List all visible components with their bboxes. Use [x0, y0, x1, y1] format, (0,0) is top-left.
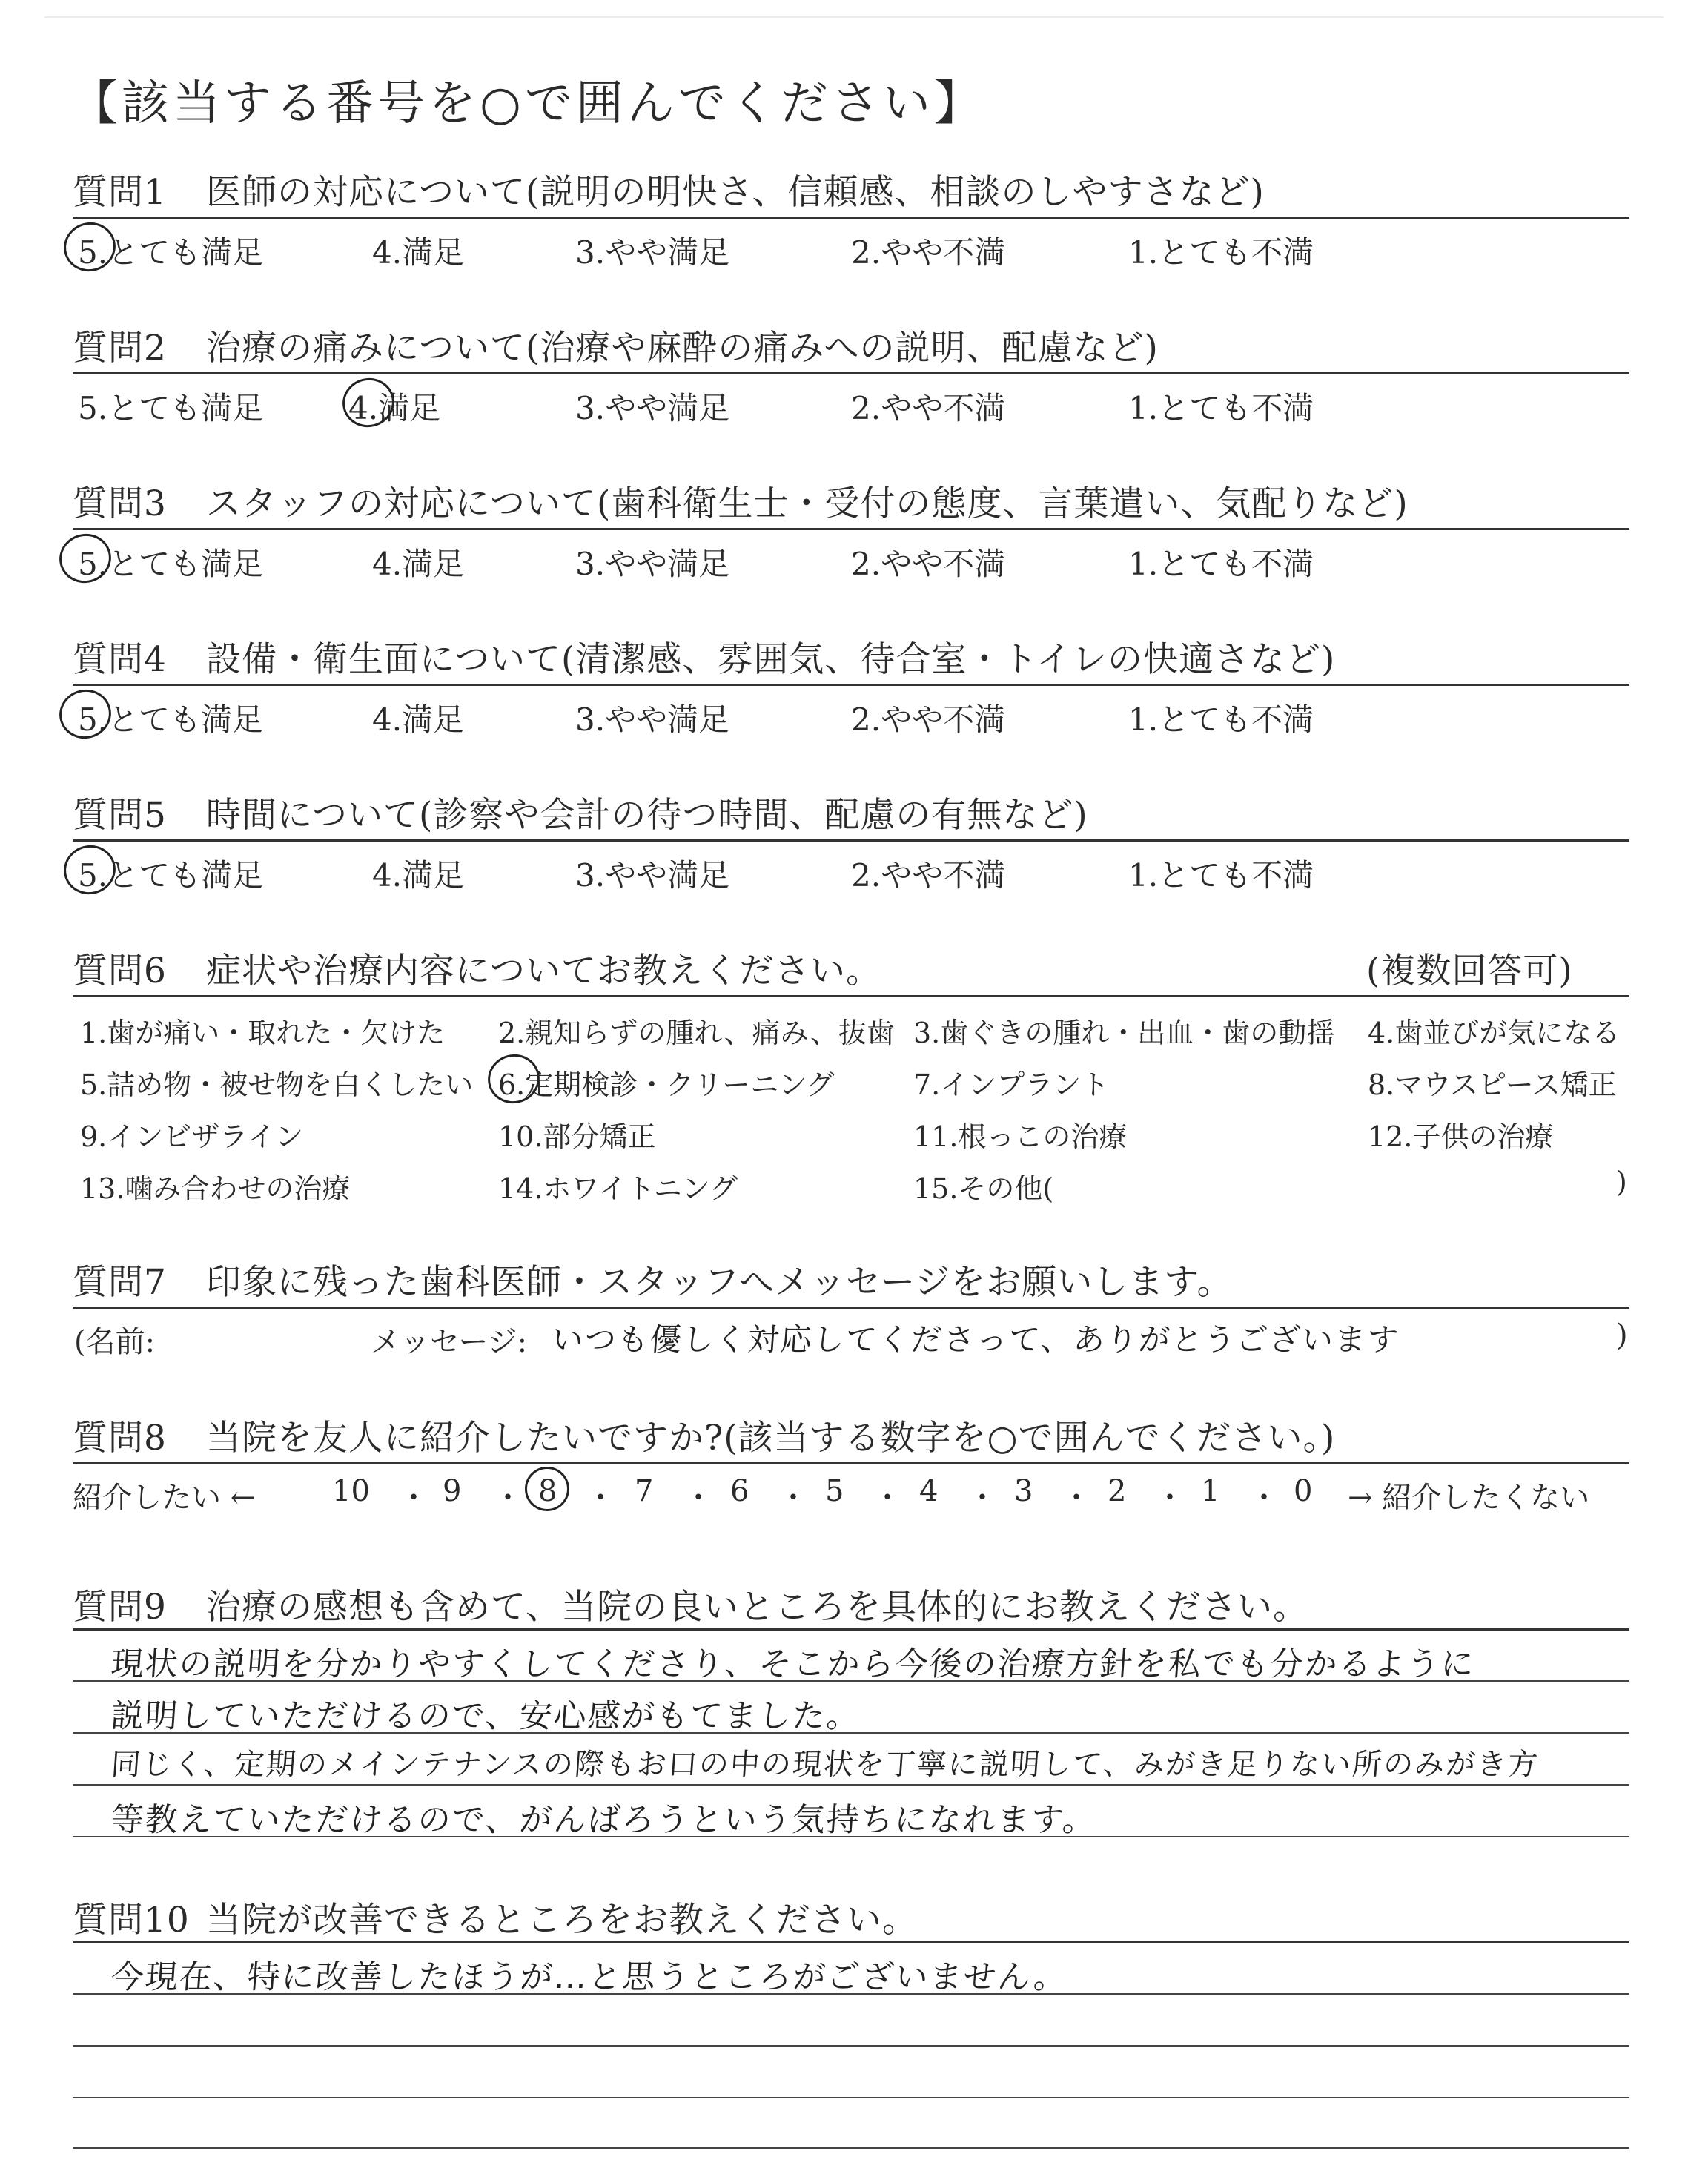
scale-sep: ・ — [493, 1481, 523, 1515]
question-text: 設備・衛生面について(清潔感、雰囲気、待合室・トイレの快適さなど) — [206, 639, 1336, 680]
question-1-rule — [73, 217, 1629, 219]
q4-option-2[interactable]: 2.やや不満 — [851, 701, 1006, 738]
q3-option-2[interactable]: 2.やや不満 — [851, 546, 1006, 582]
scale-5[interactable]: 5 — [825, 1474, 844, 1508]
q9-answer-line-2[interactable]: 説明していただけるので、安心感がもてました。 — [109, 1697, 862, 1735]
scale-sep: ・ — [1062, 1481, 1091, 1515]
message-label: メッセージ: — [371, 1325, 528, 1359]
question-text: 当院が改善できるところをお教えください。 — [206, 1900, 918, 1941]
scale-2[interactable]: 2 — [1108, 1474, 1127, 1508]
q6-item-2[interactable]: 2.親知らずの腫れ、痛み、抜歯 — [498, 1017, 895, 1049]
question-4-title — [73, 632, 1335, 681]
question-number: 質問9 — [73, 1587, 167, 1628]
scale-0[interactable]: 0 — [1294, 1474, 1313, 1508]
q9-answer-line-1[interactable]: 現状の説明を分かりやすくしてくださり、そこから今後の治療方針を私でも分かるように — [109, 1645, 1477, 1683]
question-text: 時間について(診察や会計の待つ時間、配慮の有無など) — [206, 795, 1088, 836]
question-10-title — [73, 1892, 918, 1942]
q6-item-1[interactable]: 1.歯が痛い・取れた・欠けた — [80, 1017, 446, 1049]
question-7-title — [73, 1255, 1232, 1304]
scale-sep: ・ — [1249, 1481, 1279, 1515]
q1-option-5[interactable]: 5.とても満足 — [78, 234, 264, 271]
recommend-left-label: 紹介したい ← — [73, 1481, 256, 1515]
q2-option-5[interactable]: 5.とても満足 — [78, 390, 264, 426]
q3-option-4[interactable]: 4.満足 — [372, 546, 465, 582]
q6-item-5[interactable]: 5.詰め物・被せ物を白くしたい — [80, 1069, 474, 1101]
q5-option-2[interactable]: 2.やや不満 — [851, 857, 1006, 894]
q6-item-7[interactable]: 7.インプラント — [913, 1069, 1110, 1101]
scale-8[interactable]: 8 — [538, 1474, 557, 1508]
scale-7[interactable]: 7 — [635, 1474, 654, 1508]
question-number: 質問2 — [73, 328, 167, 369]
question-5-title — [73, 787, 1088, 837]
scale-9[interactable]: 9 — [443, 1474, 462, 1508]
q6-item-10[interactable]: 10.部分矯正 — [498, 1120, 656, 1153]
answer-line — [73, 2147, 1629, 2149]
message-handwritten[interactable]: いつも優しく対応してくださって、ありがとうございます — [551, 1321, 1401, 1358]
q4-option-3[interactable]: 3.やや満足 — [575, 701, 730, 738]
scale-sep: ・ — [399, 1481, 428, 1515]
question-number: 質問8 — [73, 1418, 167, 1459]
answer-line — [73, 2097, 1629, 2098]
scale-3[interactable]: 3 — [1014, 1474, 1033, 1508]
question-number: 質問6 — [73, 951, 167, 991]
scan-edge-line — [44, 16, 1664, 18]
q6-item-15[interactable]: 15.その他( — [913, 1172, 1054, 1205]
q2-option-3[interactable]: 3.やや満足 — [575, 390, 730, 426]
name-label: (名前: — [74, 1325, 156, 1359]
scale-sep: ・ — [778, 1481, 808, 1515]
answer-line — [73, 1784, 1629, 1786]
q5-option-5[interactable]: 5.とても満足 — [78, 857, 264, 894]
question-number: 質問3 — [73, 483, 167, 524]
question-3-title — [73, 476, 1409, 526]
question-text: 症状や治療内容についてお教えください。 — [206, 951, 882, 991]
question-number: 質問1 — [73, 172, 167, 213]
q9-answer-line-3[interactable]: 同じく、定期のメインテナンスの際もお口の中の現状を丁寧に説明して、みがき足りない所のみがき方 — [110, 1748, 1540, 1782]
scale-sep: ・ — [586, 1481, 615, 1515]
question-2-title — [73, 320, 1159, 370]
scale-sep: ・ — [967, 1481, 997, 1515]
q3-option-1[interactable]: 1.とても不満 — [1128, 546, 1314, 582]
q5-option-1[interactable]: 1.とても不満 — [1128, 857, 1314, 894]
q3-option-5[interactable]: 5.とても満足 — [78, 546, 264, 582]
question-number: 質問5 — [73, 795, 167, 836]
question-5-rule — [73, 839, 1629, 842]
question-6-rule — [73, 995, 1629, 997]
scale-sep: ・ — [1155, 1481, 1185, 1515]
question-9-title — [73, 1579, 1308, 1629]
scale-4[interactable]: 4 — [919, 1474, 939, 1508]
question-3-rule — [73, 528, 1629, 530]
q6-other-close-paren: ) — [1616, 1166, 1627, 1198]
instruction-header: 【該当する番号を○で囲んでください】 — [70, 76, 985, 131]
question-10-rule — [73, 1941, 1629, 1943]
question-7-rule — [73, 1307, 1629, 1309]
q6-item-4[interactable]: 4.歯並びが気になる — [1368, 1017, 1621, 1049]
q6-item-14[interactable]: 14.ホワイトニング — [498, 1172, 738, 1205]
question-4-rule — [73, 684, 1629, 686]
q1-option-4[interactable]: 4.満足 — [372, 234, 465, 271]
q6-item-8[interactable]: 8.マウスピース矯正 — [1368, 1069, 1617, 1101]
question-1-title — [73, 165, 1265, 214]
question-text: 当院を友人に紹介したいですか?(該当する数字を○で囲んでください。) — [206, 1418, 1336, 1459]
question-8-title — [73, 1410, 1335, 1460]
question-6-title — [73, 943, 1573, 993]
recommend-right-label: → 紹介したくない — [1348, 1481, 1590, 1515]
question-text: 治療の痛みについて(治療や麻酔の痛みへの説明、配慮など) — [206, 328, 1159, 369]
message-close-paren: ) — [1616, 1318, 1628, 1353]
q1-option-1[interactable]: 1.とても不満 — [1128, 234, 1314, 271]
q1-option-2[interactable]: 2.やや不満 — [851, 234, 1006, 271]
q6-item-6[interactable]: 6.定期検診・クリーニング — [498, 1069, 835, 1101]
q5-option-3[interactable]: 3.やや満足 — [575, 857, 730, 894]
q9-answer-line-4[interactable]: 等教えていただけるので、がんばろうという気持ちになれます。 — [109, 1801, 1099, 1839]
scale-10[interactable]: 10 — [332, 1474, 370, 1508]
scale-sep: ・ — [683, 1481, 713, 1515]
q6-item-9[interactable]: 9.インビザライン — [80, 1120, 304, 1153]
q6-item-12[interactable]: 12.子供の治療 — [1368, 1120, 1554, 1153]
q2-option-1[interactable]: 1.とても不満 — [1128, 390, 1314, 426]
question-number: 質問10 — [73, 1900, 190, 1941]
q6-item-11[interactable]: 11.根っこの治療 — [913, 1120, 1128, 1153]
question-9-rule — [73, 1628, 1629, 1631]
question-2-rule — [73, 372, 1629, 374]
question-text: 医師の対応について(説明の明快さ、信頼感、相談のしやすさなど) — [206, 172, 1265, 213]
question-text: スタッフの対応について(歯科衛生士・受付の態度、言葉遣い、気配りなど) — [206, 483, 1409, 524]
q6-item-3[interactable]: 3.歯ぐきの腫れ・出血・歯の動揺 — [913, 1017, 1335, 1049]
q4-option-1[interactable]: 1.とても不満 — [1128, 701, 1314, 738]
question-8-rule — [73, 1462, 1629, 1464]
scale-1[interactable]: 1 — [1201, 1474, 1220, 1508]
q6-item-13[interactable]: 13.噛み合わせの治療 — [80, 1172, 351, 1205]
q8-selection-circle — [525, 1467, 569, 1511]
q10-answer-line-1[interactable]: 今現在、特に改善したほうが…と思うところがございません。 — [109, 1958, 1070, 1996]
question-number: 質問7 — [73, 1262, 167, 1303]
q2-option-4[interactable]: 4.満足 — [348, 390, 441, 426]
q5-option-4[interactable]: 4.満足 — [372, 857, 465, 894]
scale-sep: ・ — [873, 1481, 902, 1515]
question-text: 治療の感想も含めて、当院の良いところを具体的にお教えください。 — [206, 1587, 1309, 1628]
q2-option-2[interactable]: 2.やや不満 — [851, 390, 1006, 426]
question-text: 印象に残った歯科医師・スタッフへメッセージをお願いします。 — [206, 1262, 1233, 1303]
q3-option-3[interactable]: 3.やや満足 — [575, 546, 730, 582]
scale-6[interactable]: 6 — [730, 1474, 749, 1508]
q4-option-5[interactable]: 5.とても満足 — [78, 701, 264, 738]
question-number: 質問4 — [73, 639, 167, 680]
q4-option-4[interactable]: 4.満足 — [372, 701, 465, 738]
q1-option-3[interactable]: 3.やや満足 — [575, 234, 730, 271]
multiple-answers-note: (複数回答可) — [1366, 951, 1573, 991]
answer-line — [73, 2045, 1629, 2047]
